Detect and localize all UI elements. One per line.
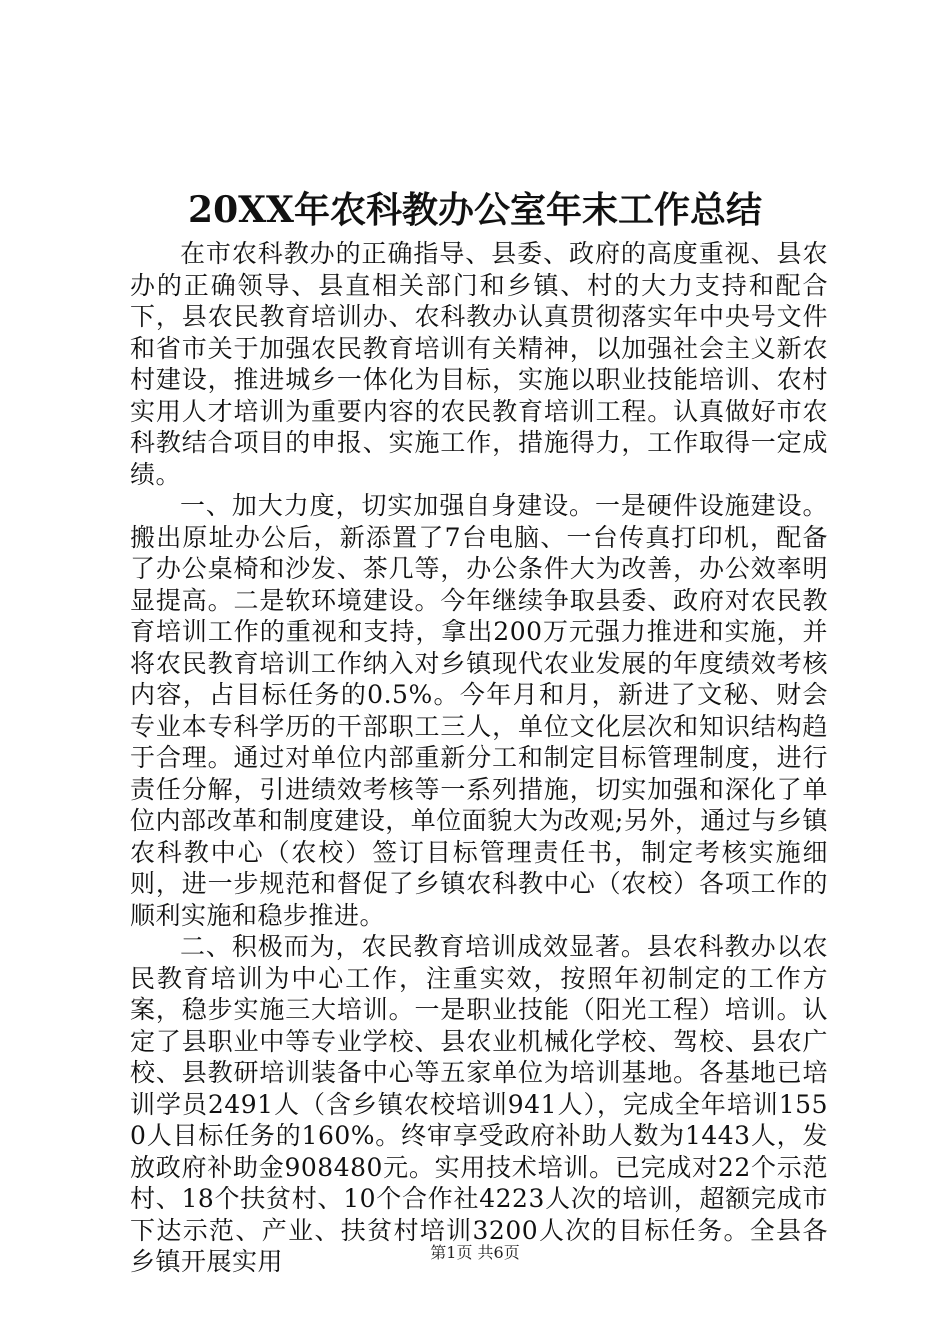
- document-title: 20XX年农科教办公室年末工作总结: [188, 189, 762, 231]
- document-body: [130, 238, 828, 1278]
- paragraph-section-one: 一、加大力度，切实加强自身建设。一是硬件设施建设。搬出原址办公后，新添置了7台电脑、一台传真打印机，配备了办公桌椅和沙发、茶几等，办公条件大为改善，办公效率明显提高。二是软环境建设。今年继续争取县委、政府对农民教育培训工作的重视和支持，拿出200万元强力推进和实施，并将农民教育培训工作纳入对乡镇现代农业发展的年度绩效考核内容，占目标任务的0.5%。今年月和月，新进了文秘、财会专业本专科学历的干部职工三人，单位文化层次和知识结构趋于合理。通过对单位内部重新分工和制定目标管理制度，进行责任分解，引进绩效考核等一系列措施，切实加强和深化了单位内部改革和制度建设，单位面貌大为改观;另外，通过与乡镇农科教中心（农校）签订目标管理责任书，制定考核实施细则，进一步规范和督促了乡镇农科教中心（农校）各项工作的顺利实施和稳步推进。: [130, 491, 828, 930]
- paragraph-section-two: 二、积极而为，农民教育培训成效显著。县农科教办以农民教育培训为中心工作，注重实效，按照年初制定的工作方案，稳步实施三大培训。一是职业技能（阳光工程）培训。认定了县职业中等专业学校、县农业机械化学校、驾校、县农广校、县教研培训装备中心等五家单位为培训基地。各基地已培训学员2491人（含乡镇农校培训941人），完成全年培训1550人目标任务的160%。终审享受政府补助人数为1443人，发放政府补助金908480元。实用技术培训。已完成对22个示范村、18个扶贫村、10个合作社4223人次的培训，超额完成市下达示范、产业、扶贫村培训3200人次的目标任务。全县各乡镇开展实用: [130, 932, 828, 1276]
- paragraph-intro: 在市农科教办的正确指导、县委、政府的高度重视、县农办的正确领导、县直相关部门和乡镇、村的大力支持和配合下，县农民教育培训办、农科教办认真贯彻落实年中央号文件和省市关于加强农民教育培训有关精神，以加强社会主义新农村建设，推进城乡一体化为目标，实施以职业技能培训、农村实用人才培训为重要内容的农民教育培训工程。认真做好市农科教结合项目的申报、实施工作，措施得力，工作取得一定成绩。: [130, 239, 828, 489]
- page-footer: 第1页 共6页: [430, 1243, 520, 1262]
